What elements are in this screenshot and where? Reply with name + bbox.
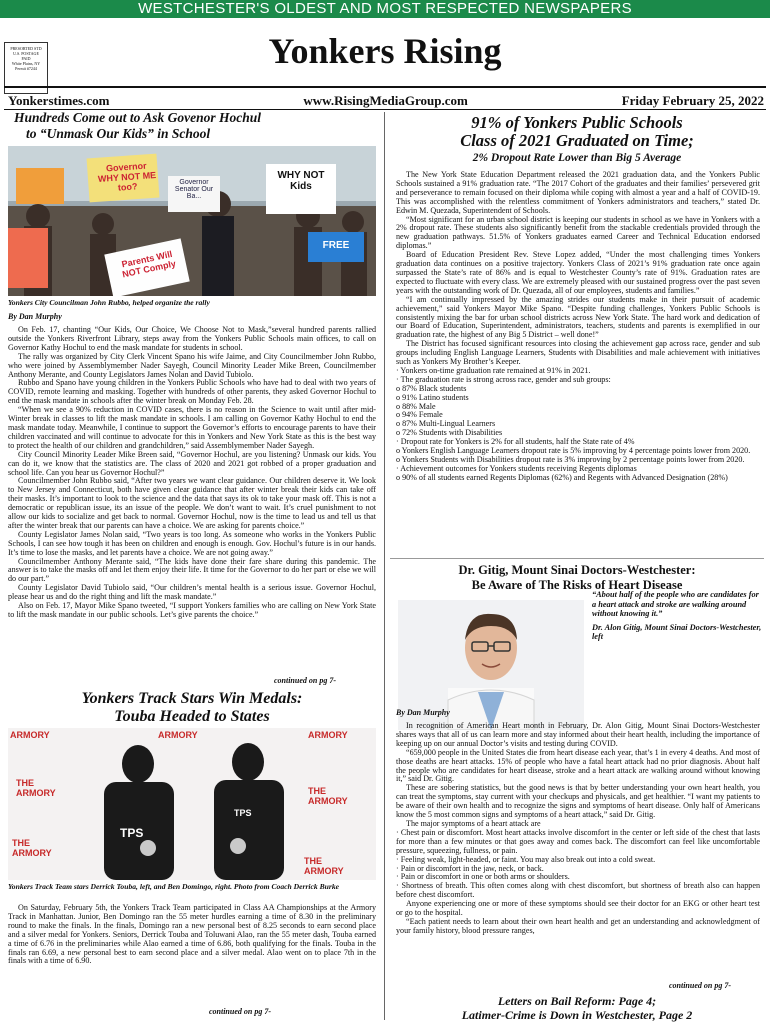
bullet-line: o Yonkers English Language Learners dropout rate is 5% improving by 4 percentage points lower from 2020. bbox=[396, 446, 751, 456]
paragraph: On Feb. 17, chanting “Our Kids, Our Choice, We Choose Not to Mask,”several hundred parents rallied outside the Yonkers Riverfront Library, steps away from the Yonkers Public Schools main offices, to call on Governor Kathy Hochul to end the mask mandate for students in school. bbox=[8, 325, 376, 352]
permit-line: PRESORTED STD bbox=[10, 46, 42, 51]
paragraph: The District has focused significant resources into closing the achievement gap across race, gender and sub groups including English Language Learners, Students with Disabilities and male achievement with initiatives such as Yonkers My Brother’s Keeper. bbox=[396, 339, 760, 367]
paragraph: City Council Minority Leader Mike Breen said, “Governor Hochul, are you listening? Unmask our kids. You can do it, we know that the statistics are. The class of 2020 and 2021 got robbed of a proper graduation and school life. Can you hear us Governor Hochul?” bbox=[8, 449, 376, 477]
section-divider bbox=[390, 558, 764, 559]
teaser-crime[interactable]: Latimer-Crime is Down in Westchester, Page 2 bbox=[461, 1008, 693, 1022]
graduation-headline-line: 91% of Yonkers Public Schools bbox=[471, 113, 683, 132]
masthead-rule-top bbox=[4, 86, 766, 88]
bullet-line: o 87% Black students bbox=[396, 383, 467, 393]
paragraph: The New York State Education Department released the 2021 graduation data, and the Yonkers Public Schools sustained a 91% graduation rate. “The 2017 Cohort of the graduates and their families’ persevered grit and perseverance to remain focused on their diploma while coping with almost a year and a half of COVID-19. This was accomplished with the relentless commitment of Yonkers administrators and teachers,” stated Dr. Edwin M. Quezada, Superintendent of Schools. bbox=[396, 170, 760, 215]
rally-photo bbox=[8, 146, 376, 296]
banner-text: ARMORY bbox=[308, 730, 348, 740]
story-rally bbox=[6, 110, 380, 142]
pullquote-credit: Dr. Alon Gitig, Mount Sinai Doctors-Westchester, left bbox=[592, 622, 762, 641]
jersey-text: TPS bbox=[120, 826, 144, 840]
banner-text: THE ARMORY bbox=[12, 838, 52, 858]
paragraph: “659,000 people in the United States die from heart disease each year, that’s 1 in every 4 deaths. And most of those deaths are heart attacks. 15% of people who have a fatal heart attack had no prior diagnosis. About half the people who are candidates for heart disease, stroke and a heart attack are walking around without knowing it,” said Dr. Gitig. bbox=[396, 747, 760, 784]
banner-text: ARMORY bbox=[10, 730, 50, 740]
heart-headline bbox=[390, 563, 764, 593]
graduation-subhead: 2% Dropout Rate Lower than Big 5 Average bbox=[472, 152, 682, 164]
bullet-line: · Dropout rate for Yonkers is 2% for all students, half the State rate of 4% bbox=[396, 437, 635, 447]
bullet-line: · Shortness of breath. This often comes along with chest discomfort, but shortness of breath also can happen before chest discomfort. bbox=[396, 881, 760, 900]
website-left: Yonkerstimes.com bbox=[8, 93, 110, 108]
dateline bbox=[8, 93, 764, 109]
sign-text: Parents Will NOT Comply bbox=[120, 248, 177, 280]
graduation-headline-line: Class of 2021 Graduated on Time; bbox=[460, 131, 694, 150]
issue-date: Friday February 25, 2022 bbox=[621, 93, 764, 108]
graduation-article-body bbox=[396, 171, 760, 483]
page-teasers bbox=[390, 994, 764, 1022]
banner-text: THE ARMORY bbox=[16, 778, 56, 798]
paragraph: In recognition of American Heart month in February, Dr. Alon Gitig, Mount Sinai Doctors-Westchester shares ways that all of us can learn more and stay informed about their heart health, including the importance of keeping up on our annual Doctor’s visits and testing during COVID. bbox=[396, 721, 760, 748]
pullquote-text: “About half of the people who are candidates for a heart attack and stroke are walking around without knowing it.” bbox=[592, 590, 759, 618]
permit-line: U.S. POSTAGE bbox=[13, 51, 39, 56]
sign-text: FREE bbox=[322, 240, 350, 251]
rally-photo-caption: Yonkers City Councilman John Rubbo, helped organize the rally bbox=[8, 298, 210, 307]
track-photo bbox=[8, 728, 376, 880]
paragraph: Rubbo and Spano have young children in the Yonkers Public Schools who have had to deal with two years of COVID, remote learning and masking. Together with hundreds of other parents, they asked Governor Hochul to end the mask mandate in schools after the winter break on Monday Feb. 28. bbox=[8, 378, 376, 406]
rally-photo-illustration bbox=[8, 146, 376, 296]
track-headline-line: Yonkers Track Stars Win Medals: bbox=[81, 690, 303, 707]
bullet-line: · Yonkers on-time graduation rate remained at 91% in 2021. bbox=[396, 365, 591, 375]
bullet-line: o 94% Female bbox=[396, 410, 443, 420]
heart-byline: By Dan Murphy bbox=[396, 708, 450, 717]
masthead: Yonkers Rising bbox=[268, 31, 502, 71]
heart-continued-link[interactable]: continued on pg 7- bbox=[668, 981, 731, 990]
bullet-line: · Chest pain or discomfort. Most heart attacks involve discomfort in the center or left side of the chest that lasts for more than a few minutes or that goes away and comes back. The discomfort can feel like uncomfortable pressure, squeezing, fullness, or pain. bbox=[396, 827, 760, 855]
rally-headline-line: Hundreds Come out to Ask Govenor Hochul bbox=[14, 110, 262, 125]
bullet-line: o 88% Male bbox=[396, 401, 436, 411]
paragraph: “Each patient needs to learn about their own heart health and get an understanding and acknowledgment of your family history, blood pressure ranges, bbox=[396, 916, 760, 935]
track-article-body bbox=[8, 904, 376, 966]
rally-headline bbox=[6, 110, 380, 142]
rally-continued-link[interactable]: continued on pg 7- bbox=[273, 676, 336, 685]
bullet-line: · The graduation rate is strong across race, gender and sub groups: bbox=[396, 374, 611, 384]
banner-text: ARMORY bbox=[158, 730, 198, 740]
bullet-line: o Yonkers Students with Disabilities dropout rate is 3% improving by 2 percentage points lower from 2020. bbox=[396, 455, 745, 464]
paragraph: County Legislator James Nolan said, “Two years is too long. As someone who works in the Yonkers Public Schools, I can see how tough it has been on children and enough is enough. Gov. Hochul’s future is in our hands. It’s time to lose the masks, and let parents have a choice. We are not going away.” bbox=[8, 529, 376, 557]
permit-line: White Plains, NY bbox=[11, 61, 41, 66]
bullet-line: o 90% of all students earned Regents Diplomas (62%) and Regents with Advanced Designation (28%) bbox=[396, 472, 728, 482]
heart-headline-line: Be Aware of The Risks of Heart Disease bbox=[471, 578, 683, 592]
bullet-line: · Feeling weak, light-headed, or faint. You may also break out into a cold sweat. bbox=[396, 854, 656, 864]
sign-text: WHY NOT Kids bbox=[277, 170, 325, 192]
bullet-line: o 87% Multi-Lingual Learners bbox=[396, 419, 496, 429]
teaser-bail-reform[interactable]: Letters on Bail Reform: Page 4; bbox=[497, 994, 657, 1008]
paragraph: These are sobering statistics, but the good news is that by better understanding your own heart health, you can treat the symptoms, stay current with your checkups and physicals, and get healthier. “I want my patients to be aware of their own health and to recognize the signs and symptoms of heart disease. Only half of Americans know the 5 most common signs and symptoms of a heart attack,” said Dr. Gitig. bbox=[396, 783, 760, 820]
jersey-text: TPS bbox=[234, 808, 252, 818]
paragraph: Also on Feb. 17, Mayor Mike Spano tweeted, “I support Yonkers families who are calling on New York State to lift the mask mandate in our public schools. Let’s give parents the choice.” bbox=[8, 601, 376, 619]
heart-pullquote bbox=[592, 590, 764, 642]
rally-byline: By Dan Murphy bbox=[8, 312, 62, 321]
track-headline-line: Touba Headed to States bbox=[114, 708, 270, 725]
sign-text: Governor WHY NOT ME too? bbox=[97, 160, 157, 193]
sign-text: Governor Senator Our Ba... bbox=[174, 179, 214, 200]
paragraph: “I am continually impressed by the amazing strides our students make in their pursuit of academic achievement,” said Yonkers Mayor Mike Spano. “Despite funding challenges, Yonkers Public Schools is consistently mixing the bar for urban school districts across New York State. The hard work and dedication of our Board of Education, Superintendent, administrators, teachers, students and parents is exemplified in our graduation rate, the highest of any Big 5 District – well done!” bbox=[396, 294, 760, 340]
top-banner: WESTCHESTER'S OLDEST AND MOST RESPECTED NEWSPAPERS bbox=[0, 0, 770, 18]
rally-headline-line: to “Unmask Our Kids” in School bbox=[26, 126, 211, 141]
paragraph: Anyone experiencing one or more of these symptoms should see their doctor for an EKG or other heart test or go to the hospital. bbox=[396, 899, 760, 918]
paragraph: Councilmember John Rubbo said, “After two years we want clear guidance. Our children deserve it. We look to New Jersey and Connecticut, both have given clear guidance that after winter break their kids can take off their masks. It’s important to look to the science and the data that says its ok to take your mask off. This is not a democratic or republican issue, its an issue of the people. We don’t want to wait. It’s cruel punishment to not allow our kids to socialize and get back to normal. Governor Hochul, now is the time to lead us and tell us that after the winter break that our parents can have a choice. We are asking for parents choice.” bbox=[8, 476, 376, 530]
bullet-line: · Pain or discomfort in one or both arms or shoulders. bbox=[396, 872, 570, 882]
bullet-line: · Achievement outcomes for Yonkers students receiving Regents diplomas bbox=[396, 463, 637, 473]
bullet-line: · Pain or discomfort in the jaw, neck, or back. bbox=[396, 863, 544, 873]
paragraph: Councilmember Anthony Merante said, “The kids have done their fare share during this pandemic. The answer is to take the masks off and let them enjoy their life. It time for the Governor to do her part or else we will do our part.” bbox=[8, 556, 377, 584]
permit-line: PAID bbox=[21, 56, 31, 61]
banner-text: THE ARMORY bbox=[304, 856, 344, 876]
graduation-headline bbox=[390, 114, 764, 164]
paragraph: “When we see a 90% reduction in COVID cases, there is no reason in the Science to wait until after mid-Winter break in classes to lift the mask mandate in schools. I am calling on Governor Kathy Hochul to end the mask mandate today. Meanwhile, I continue to support the Governor’s efforts to encourage parents to have their children vaccinated and will continue to advocate for this in Yonkers and New York State as this is the best way to protect the health of our children and grandchildren,” said Assemblymember Nader Sayegh. bbox=[8, 405, 376, 450]
paragraph: On Saturday, February 5th, the Yonkers Track Team participated in Class AA Championships at the Armory Track in Manhattan. Junior, Ben Domingo ran the 55 meter hurdles earning a time of 8.30 in the preliminary round to make the finals. In the finals, Domingo ran a new personal best of 8.25 seconds to earn second place and a silver medal for Yonkers. Seniors, Derrick Touba and Toluwani Alao, ran the 55 meter dash, Touba earned a time of 6.76 in the preliminaries while Alao earned a time of 6.86, both qualifying for the finals. Touba in the finals ran 6.69, a new personal best to earn second place and a silver medal. Alao went on to place 7th in the finals with a time of 6.90. bbox=[8, 903, 376, 966]
bullet-line: o 72% Students with Disabilities bbox=[396, 428, 503, 438]
column-divider bbox=[384, 112, 385, 1020]
heart-headline-line: Dr. Gitig, Mount Sinai Doctors-Westchester: bbox=[458, 563, 696, 577]
paragraph: The rally was organized by City Clerk Vincent Spano his wife Jaime, and City Councilmember John Rubbo, who were joined by Assemblymember Nader Sayegh, Council Minority Leader Mike Breen, Councilmember Anthony Merante, and County Legislators James Nolan and David Tubiolo. bbox=[8, 351, 376, 379]
paragraph: Board of Education President Rev. Steve Lopez added, “Under the most challenging times Yonkers graduation data continues on a positive trajectory. Yonkers Class of 2021’s 91% graduation rate once again surpassed the State’s rate of 86% and is equal to Westchester County’s rate of 91%. Graduation rates are expected to fluctuate with every class. We are extremely pleased with our sustained progress over the past seven years with the outstanding work of Dr. Quezada, all of our employees, students and families.” bbox=[396, 250, 760, 295]
track-headline bbox=[8, 690, 376, 726]
rally-article-body bbox=[8, 326, 376, 620]
banner-text: THE ARMORY bbox=[308, 786, 348, 806]
website-center: www.RisingMediaGroup.com bbox=[303, 93, 468, 108]
track-photo-caption: Yonkers Track Team stars Derrick Touba, left, and Ben Domingo, right. Photo from Coach Derrick Burke bbox=[8, 882, 339, 891]
track-continued-link[interactable]: continued on pg 7- bbox=[208, 1007, 271, 1016]
paragraph: The major symptoms of a heart attack are bbox=[406, 818, 541, 828]
bullet-line: o 91% Latino students bbox=[396, 392, 469, 402]
paragraph: “Most significant for an urban school district is keeping our students in school as we have in Yonkers with a 2% dropout rate. These students also significantly benefit from the stackable credentials provided through the new graduation pathways. 51.5% of Yonkers graduates earned Career and Technical Education endorsed diplomas.” bbox=[396, 214, 760, 251]
permit-line: Permit #7244 bbox=[15, 66, 37, 71]
heart-article-body bbox=[396, 722, 760, 936]
paragraph: County Legislator David Tubiolo said, “Our children’s mental health is a serious issue. Governor Hochul, please hear us and do the right thing and lift the mask mandate.” bbox=[8, 583, 376, 602]
